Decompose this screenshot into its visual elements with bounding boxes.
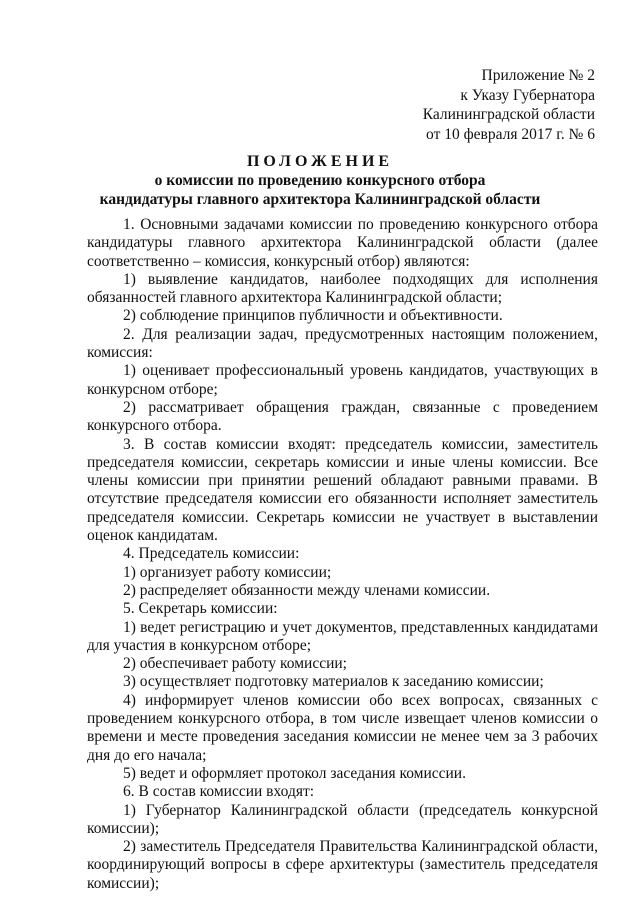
appendix-decree-ref: к Указу Губернатора bbox=[460, 86, 595, 104]
paragraph: 3) осуществляет подготовку материалов к заседанию комиссии; bbox=[123, 673, 544, 691]
appendix-region: Калининградской области bbox=[422, 106, 595, 123]
paragraph: 1) организует работу комиссии; bbox=[123, 563, 332, 581]
paragraph: 5) ведет и оформляет протокол заседания комиссии. bbox=[123, 764, 466, 782]
appendix-header bbox=[423, 66, 595, 144]
paragraph: 4. Председатель комиссии: bbox=[123, 545, 300, 563]
subtitle-line: кандидатуры главного архитектора Калининградской области bbox=[99, 190, 541, 208]
document-subtitle bbox=[0, 172, 640, 209]
paragraph: 2) заместитель Председателя Правительства Калининградской области, координирующий вопросы в сфере архитектуры (заместитель председателя комиссии); bbox=[87, 838, 598, 892]
paragraph: 2. Для реализации задач, предусмотренных настоящим положением, комиссия: bbox=[87, 325, 598, 362]
paragraph: 4) информирует членов комиссии обо всех вопросах, связанных с проведением конкурсного отбора, в том числе извещает членов комиссии о времени и месте проведения заседания комиссии не менее чем за 3 рабочих дня до его начала; bbox=[87, 691, 598, 764]
subtitle-line: о комиссии по проведению конкурсного отбора bbox=[154, 172, 486, 189]
paragraph: 1. Основными задачами комиссии по проведению конкурсного отбора кандидатуры главного архитектора Калининградской области (далее соответственно – комиссия, конкурсный отбор) являются: bbox=[87, 216, 598, 270]
paragraph: 2) рассматривает обращения граждан, связанные с проведением конкурсного отбора. bbox=[87, 398, 598, 435]
paragraph: 3. В состав комиссии входят: председатель комиссии, заместитель председателя комиссии, секретарь комиссии и иные члены комиссии. Все члены комиссии при принятии решений обладают равными правами. В отсутствие председателя комиссии его обязанности исполняет заместитель председателя комиссии. Секретарь комиссии не участвует в выставлении оценок кандидатам. bbox=[87, 435, 598, 545]
document-title: ПОЛОЖЕНИЕ bbox=[246, 153, 394, 170]
paragraph: 1) оценивает профессиональный уровень кандидатов, участвующих в конкурсном отборе; bbox=[87, 362, 598, 398]
paragraph: 6. В состав комиссии входят: bbox=[123, 783, 315, 801]
paragraph: 1) Губернатор Калининградской области (председатель конкурсной комиссии); bbox=[87, 801, 598, 837]
appendix-number: Приложение № 2 bbox=[481, 67, 595, 84]
paragraph: 5. Секретарь комиссии: bbox=[123, 600, 278, 618]
paragraph: 1) ведет регистрацию и учет документов, представленных кандидатами для участия в конкурсном отборе; bbox=[87, 618, 598, 654]
document-body bbox=[87, 216, 598, 893]
appendix-date: от 10 февраля 2017 г. № 6 bbox=[426, 125, 595, 143]
paragraph: 2) распределяет обязанности между членами комиссии. bbox=[123, 581, 491, 599]
paragraph: 1) выявление кандидатов, наиболее подходящих для исполнения обязанностей главного архитектора Калининградской области; bbox=[87, 270, 598, 307]
paragraph: 2) соблюдение принципов публичности и объективности. bbox=[123, 307, 503, 325]
paragraph: 2) обеспечивает работу комиссии; bbox=[123, 655, 347, 673]
